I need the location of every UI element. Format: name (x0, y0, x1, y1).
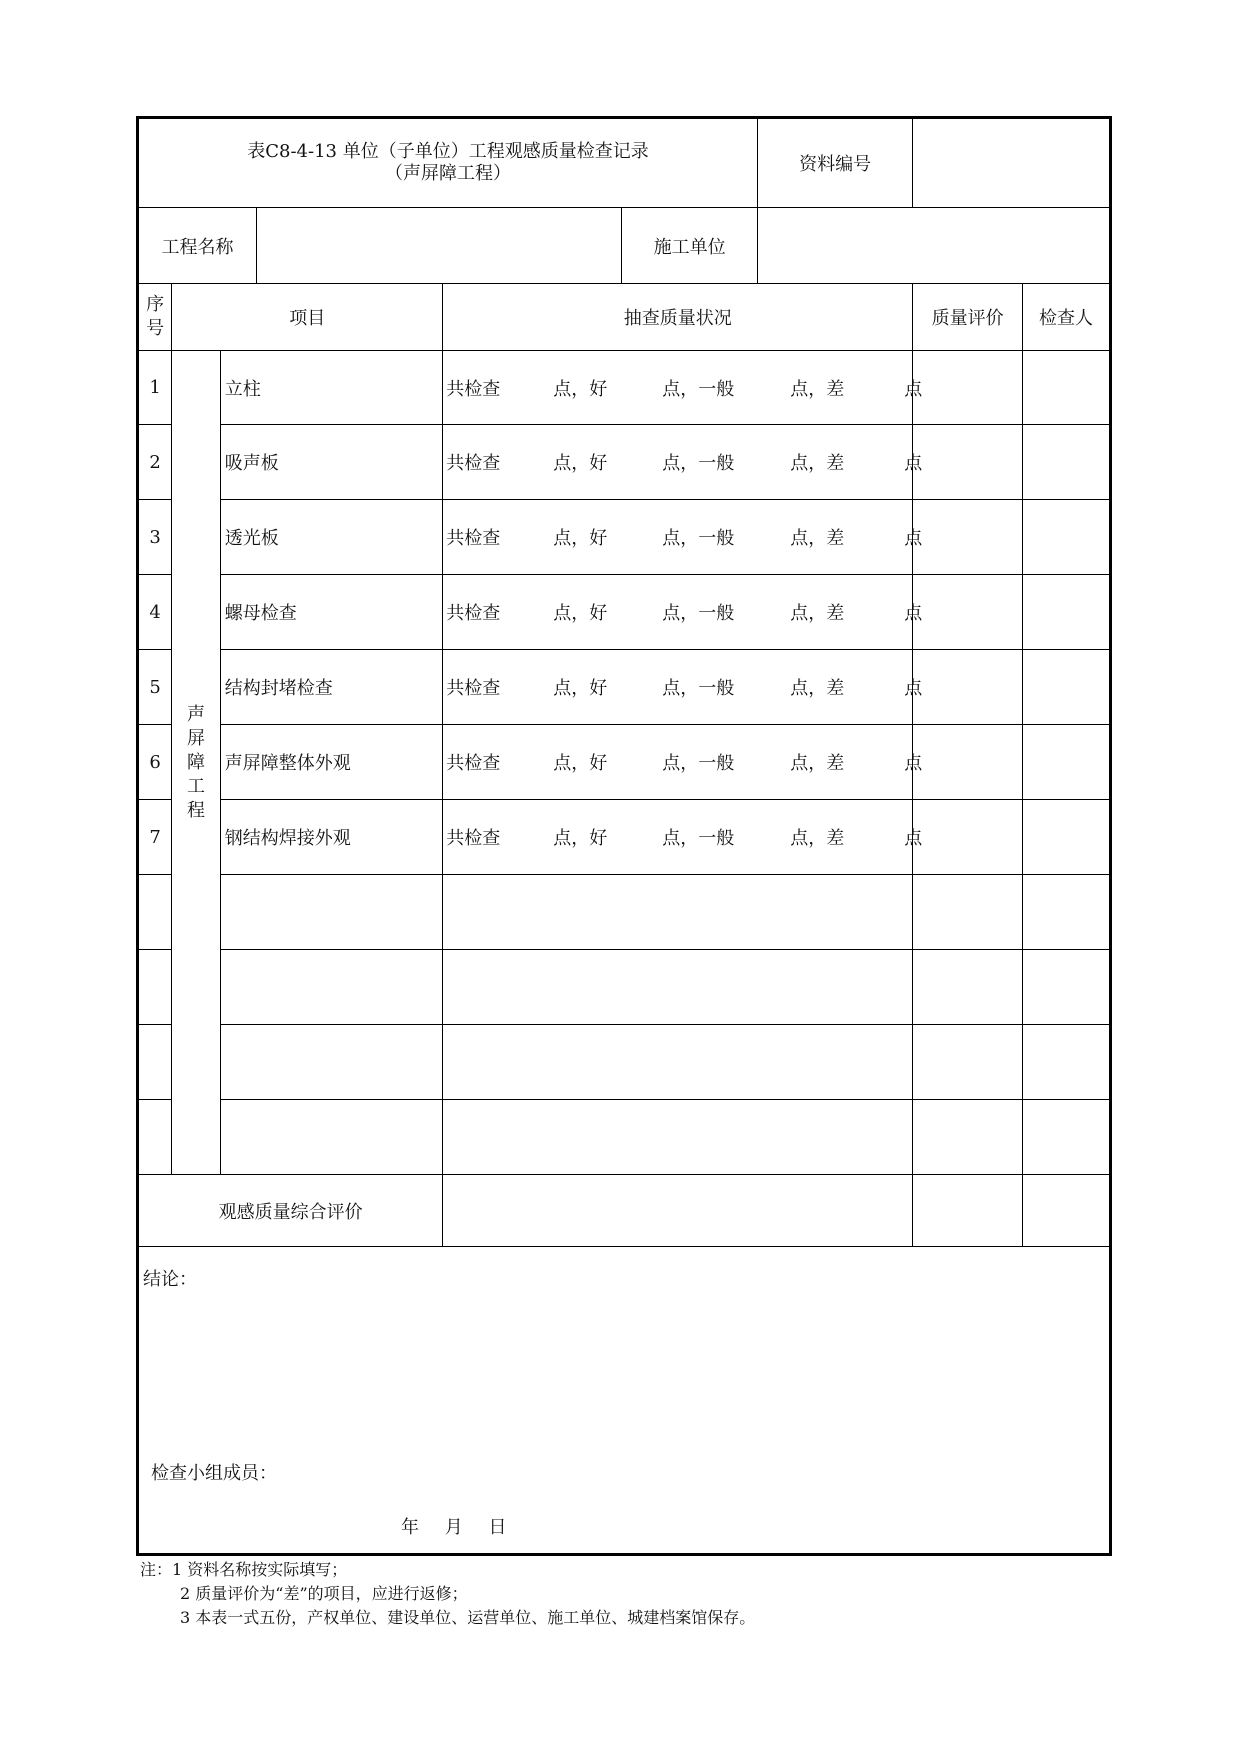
table-row (138, 575, 1111, 650)
row-status[interactable] (443, 351, 923, 425)
status-normal: 点，一般 (662, 378, 735, 400)
conclusion-label: 结论： (143, 1269, 197, 1290)
status-total: 共检查 (446, 453, 501, 474)
status-normal: 点，一般 (662, 603, 735, 624)
inspection-form-table (136, 116, 1112, 1556)
table-row (138, 800, 1111, 875)
status-total: 共检查 (446, 678, 501, 699)
row-seq: 1 (138, 351, 172, 425)
project-info-row (138, 208, 1111, 284)
status-good: 点，好 (553, 678, 608, 699)
note-1: 注：1 资料名称按实际填写； (140, 1560, 348, 1579)
project-name-field[interactable] (257, 208, 622, 284)
status-normal: 点，一般 (662, 828, 735, 849)
row-rating[interactable] (913, 950, 1023, 1025)
row-seq[interactable] (138, 1100, 172, 1175)
seq-header: 序号 (138, 284, 172, 351)
row-item[interactable] (220, 1025, 443, 1100)
row-rating[interactable] (913, 575, 1023, 650)
row-inspector[interactable] (1022, 1100, 1110, 1175)
row-status[interactable] (443, 1025, 913, 1100)
status-poor: 点，差 (790, 678, 845, 699)
group-label-char: 程 (186, 799, 205, 821)
table-row (138, 500, 1111, 575)
status-end: 点 (904, 378, 923, 400)
row-item: 结构封堵检查 (220, 650, 443, 725)
date-year: 年 (401, 1517, 419, 1538)
overall-inspector-field[interactable] (1022, 1175, 1110, 1247)
status-end: 点 (904, 678, 923, 699)
status-poor: 点，差 (790, 603, 845, 624)
table-row-empty (138, 1100, 1111, 1175)
status-good: 点，好 (553, 453, 608, 474)
row-seq: 4 (138, 575, 172, 650)
doc-no-field[interactable] (913, 118, 1111, 208)
row-item[interactable] (220, 950, 443, 1025)
table-row-empty (138, 950, 1111, 1025)
row-rating[interactable] (913, 1100, 1023, 1175)
row-rating[interactable] (913, 1025, 1023, 1100)
row-status[interactable] (443, 725, 923, 800)
group-label-char: 屏 (186, 727, 205, 749)
row-item[interactable] (220, 1100, 443, 1175)
contractor-label: 施工单位 (622, 208, 758, 284)
row-status[interactable] (443, 875, 913, 950)
status-poor: 点，差 (790, 528, 845, 549)
inspector-header: 检查人 (1022, 284, 1110, 351)
conclusion-field[interactable] (138, 1247, 1111, 1555)
group-label-sound-barrier (172, 351, 221, 1175)
status-good: 点，好 (553, 528, 608, 549)
item-header: 项目 (172, 284, 443, 351)
signature-date (401, 1513, 526, 1539)
row-seq: 7 (138, 800, 172, 875)
row-status[interactable] (443, 800, 923, 875)
table-row (138, 425, 1111, 500)
row-status[interactable] (443, 500, 923, 575)
note-3: 3 本表一式五份，产权单位、建设单位、运营单位、施工单位、城建档案馆保存。 (180, 1608, 756, 1627)
row-seq: 5 (138, 650, 172, 725)
contractor-field[interactable] (757, 208, 1110, 284)
group-label-char: 障 (186, 751, 205, 773)
row-seq[interactable] (138, 1025, 172, 1100)
row-inspector[interactable] (1022, 351, 1110, 425)
row-inspector[interactable] (1022, 425, 1110, 500)
row-status[interactable] (443, 950, 913, 1025)
table-row (138, 725, 1111, 800)
status-poor: 点，差 (790, 378, 845, 400)
status-end: 点 (904, 603, 923, 624)
row-item[interactable] (220, 875, 443, 950)
row-status[interactable] (443, 575, 923, 650)
row-rating[interactable] (913, 875, 1023, 950)
row-inspector[interactable] (1022, 725, 1110, 800)
row-inspector[interactable] (1022, 650, 1110, 725)
column-header-row (138, 284, 1111, 351)
row-seq[interactable] (138, 875, 172, 950)
row-item: 螺母检查 (220, 575, 443, 650)
row-inspector[interactable] (1022, 575, 1110, 650)
status-total: 共检查 (446, 378, 501, 400)
row-seq: 2 (138, 425, 172, 500)
status-poor: 点，差 (790, 828, 845, 849)
status-normal: 点，一般 (662, 528, 735, 549)
inspection-form-sheet (136, 116, 1112, 1556)
status-total: 共检查 (446, 528, 501, 549)
status-end: 点 (904, 453, 923, 474)
doc-no-label: 资料编号 (757, 118, 912, 208)
row-item: 透光板 (220, 500, 443, 575)
overall-evaluation-label: 观感质量综合评价 (138, 1175, 443, 1247)
row-inspector[interactable] (1022, 875, 1110, 950)
form-title-line2: （声屏障工程） (384, 163, 511, 184)
overall-rating-field[interactable] (913, 1175, 1023, 1247)
status-end: 点 (904, 528, 923, 549)
title-row (138, 118, 1111, 208)
table-row-empty (138, 1025, 1111, 1100)
row-inspector[interactable] (1022, 500, 1110, 575)
row-rating[interactable] (913, 725, 1023, 800)
row-rating[interactable] (913, 351, 1023, 425)
status-total: 共检查 (446, 603, 501, 624)
row-inspector[interactable] (1022, 950, 1110, 1025)
overall-evaluation-field[interactable] (443, 1175, 913, 1247)
overall-evaluation-row (138, 1175, 1111, 1247)
table-row (138, 650, 1111, 725)
conclusion-row (138, 1247, 1111, 1555)
status-good: 点，好 (553, 828, 608, 849)
group-label-char: 工 (186, 775, 205, 797)
note-2: 2 质量评价为“差”的项目，应进行返修； (180, 1584, 468, 1603)
row-inspector[interactable] (1022, 1025, 1110, 1100)
row-status[interactable] (443, 1100, 913, 1175)
status-good: 点，好 (553, 603, 608, 624)
rating-header: 质量评价 (913, 284, 1023, 351)
status-total: 共检查 (446, 828, 501, 849)
row-inspector[interactable] (1022, 800, 1110, 875)
date-month: 月 (444, 1517, 463, 1538)
row-rating[interactable] (913, 650, 1023, 725)
status-end: 点 (904, 828, 923, 849)
footnotes (140, 1558, 755, 1630)
inspection-members-label: 检查小组成员： (151, 1463, 277, 1484)
row-seq: 6 (138, 725, 172, 800)
row-rating[interactable] (913, 800, 1023, 875)
row-seq: 3 (138, 500, 172, 575)
status-total: 共检查 (446, 753, 501, 774)
row-status[interactable] (443, 650, 923, 725)
status-normal: 点，一般 (662, 453, 735, 474)
row-status[interactable] (443, 425, 923, 500)
table-row (138, 351, 1111, 425)
status-good: 点，好 (553, 378, 608, 400)
form-title (138, 118, 758, 208)
table-row-empty (138, 875, 1111, 950)
status-normal: 点，一般 (662, 678, 735, 699)
row-seq[interactable] (138, 950, 172, 1025)
row-rating[interactable] (913, 425, 1023, 500)
group-label-char: 声 (186, 703, 205, 725)
status-good: 点，好 (553, 753, 608, 774)
status-header: 抽查质量状况 (443, 284, 913, 351)
row-item: 声屏障整体外观 (220, 725, 443, 800)
row-item: 吸声板 (220, 425, 443, 500)
row-item: 钢结构焊接外观 (220, 800, 443, 875)
status-poor: 点，差 (790, 453, 845, 474)
status-poor: 点，差 (790, 753, 845, 774)
status-end: 点 (904, 753, 923, 774)
project-name-label: 工程名称 (138, 208, 257, 284)
form-title-line1: 表C8-4-13 单位（子单位）工程观感质量检查记录 (247, 141, 649, 162)
row-item: 立柱 (220, 351, 443, 425)
row-rating[interactable] (913, 500, 1023, 575)
date-day: 日 (488, 1517, 507, 1538)
status-normal: 点，一般 (662, 753, 735, 774)
